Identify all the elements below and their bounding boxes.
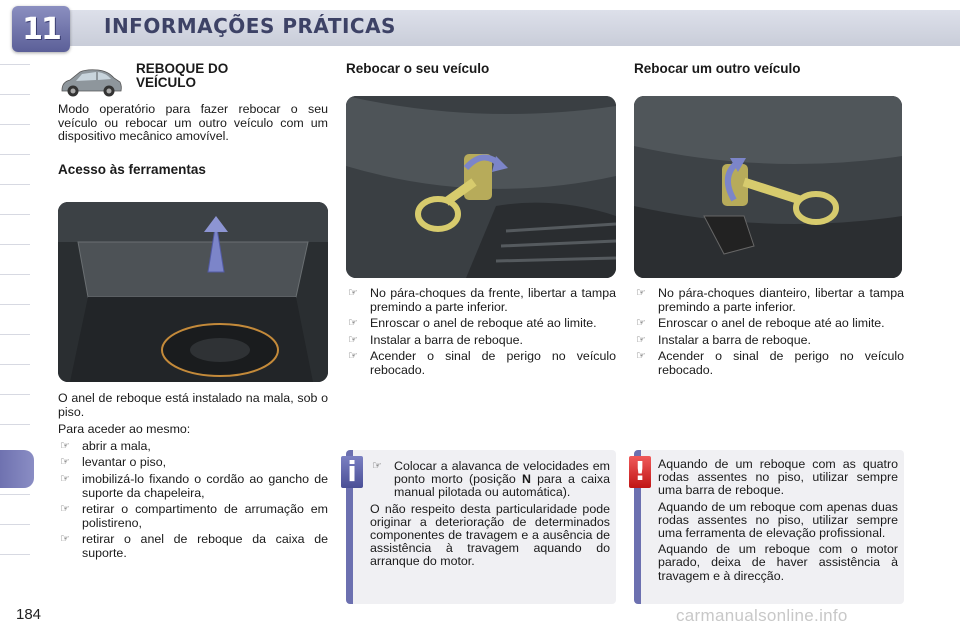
info-steps — [370, 460, 610, 500]
chapter-tab[interactable] — [0, 334, 30, 360]
bullet-hand-icon: ☞ — [348, 333, 358, 346]
tow-other-steps — [634, 287, 904, 378]
front-bumper-photo — [346, 96, 616, 278]
chapter-tab[interactable] — [0, 424, 30, 450]
bullet-hand-icon: ☞ — [372, 460, 382, 472]
chapter-tab[interactable] — [0, 304, 30, 330]
trunk-photo — [58, 202, 328, 382]
watermark: carmanualsonline.info — [676, 606, 848, 625]
chapter-tab[interactable] — [0, 274, 30, 300]
chapter-tab[interactable] — [0, 124, 30, 150]
tow-own-steps — [346, 287, 616, 378]
warning-icon: ! — [629, 456, 651, 488]
tow-other-heading: Rebocar um outro veículo — [634, 61, 801, 76]
tow-own-heading: Rebocar o seu veículo — [346, 61, 490, 76]
chapter-tabs — [0, 64, 32, 584]
chapter-number: 11 — [22, 11, 60, 47]
chapter-tab[interactable] — [0, 94, 30, 120]
rear-bumper-photo — [634, 96, 902, 278]
chapter-badge — [12, 6, 70, 52]
bullet-hand-icon: ☞ — [60, 503, 70, 516]
list-item: ☞ abrir a mala, — [60, 438, 151, 453]
chapter-tab[interactable] — [0, 154, 30, 180]
chapter-tab[interactable] — [0, 214, 30, 240]
bullet-hand-icon: ☞ — [348, 287, 358, 299]
bullet-hand-icon: ☞ — [348, 317, 358, 330]
list-item: ☞ retirar o anel de reboque da caixa de suporte. — [60, 532, 328, 560]
list-item: ☞ No pára-choques dianteiro, libertar a tampa premindo a parte inferior. — [636, 286, 904, 314]
bullet-hand-icon: ☞ — [636, 287, 646, 299]
list-item: ☞ Enroscar o anel de reboque até ao limite. — [348, 316, 597, 331]
page-number: 184 — [16, 606, 42, 623]
warning-text: Aquando de um reboque com as quatro rodas assentes no piso, utilizar sempre uma barra de reboque. — [658, 457, 898, 498]
bullet-hand-icon: ☞ — [60, 456, 70, 469]
tools-heading: Acesso às ferramentas — [58, 161, 206, 177]
bullet-hand-icon: ☞ — [348, 350, 358, 363]
list-item: ☞ levantar o piso, — [60, 455, 167, 470]
access-intro: Para aceder ao mesmo: — [58, 422, 191, 437]
chapter-tab-active[interactable] — [0, 450, 34, 488]
list-item: ☞ Enroscar o anel de reboque até ao limite. — [636, 316, 885, 331]
bullet-hand-icon: ☞ — [60, 533, 70, 546]
bullet-hand-icon: ☞ — [636, 317, 646, 330]
car-icon — [58, 64, 124, 100]
chapter-tab[interactable] — [0, 184, 30, 210]
warning-text: Aquando de um reboque com apenas duas rodas assentes no piso, utilizar sempre uma ferramenta de elevação profissional. — [658, 499, 898, 541]
left-column-lower — [58, 392, 328, 564]
page-title: INFORMAÇÕES PRÁTICAS — [104, 14, 396, 38]
list-item: ☞ retirar o compartimento de arrumação em polistireno, — [60, 502, 328, 530]
right-column — [634, 62, 904, 76]
left-column — [58, 103, 328, 176]
info-box-content — [370, 460, 610, 569]
info-icon: i — [341, 456, 363, 488]
list-item: ☞ Instalar a barra de reboque. — [636, 332, 811, 347]
chapter-tab[interactable] — [0, 244, 30, 270]
warning-text: Aquando de um reboque com o motor parado, deixa de haver assistência à travagem e à direcção. — [658, 542, 898, 583]
bullet-hand-icon: ☞ — [636, 333, 646, 346]
bullet-hand-icon: ☞ — [636, 350, 646, 363]
gear-position-n: N — [521, 472, 531, 487]
list-item: ☞ Acender o sinal de perigo no veículo rebocado. — [636, 349, 904, 377]
info-note: O não respeito desta particularidade pode originar a deterioração de determinados componentes de travagem e a ausência de assistência à travagem aquando do arranque do motor. — [370, 501, 610, 569]
chapter-tab[interactable] — [0, 394, 30, 420]
section-title: REBOQUE DO VEÍCULO — [136, 61, 229, 90]
middle-steps-wrap — [346, 287, 616, 381]
bullet-hand-icon: ☞ — [60, 472, 70, 485]
bullet-hand-icon: ☞ — [60, 439, 70, 452]
list-item: ☞ imobilizá-lo fixando o cordão ao gancho de suporte da chapeleira, — [60, 471, 328, 500]
intro-paragraph: Modo operatório para fazer rebocar o seu veículo ou rebocar um outro veículo com um dispositivo mecânico amovível. — [58, 102, 328, 144]
right-steps-wrap — [634, 287, 904, 381]
list-item: ☞ No pára-choques da frente, libertar a tampa premindo a parte inferior. — [348, 286, 616, 314]
middle-column — [346, 62, 616, 76]
access-steps — [58, 440, 328, 561]
list-item: ☞ Acender o sinal de perigo no veículo rebocado. — [348, 349, 616, 377]
chapter-tab[interactable] — [0, 554, 30, 580]
list-item: ☞ Colocar a alavanca de velocidades em ponto morto (posição N para a caixa manual pilotada ou automática). — [372, 459, 610, 500]
chapter-tab[interactable] — [0, 524, 30, 550]
ring-location: O anel de reboque está instalado na mala, sob o piso. — [58, 391, 328, 419]
chapter-tab[interactable] — [0, 64, 30, 90]
warning-box-content — [658, 458, 898, 583]
chapter-tab[interactable] — [0, 364, 30, 390]
list-item: ☞ Instalar a barra de reboque. — [348, 332, 523, 347]
chapter-tab[interactable] — [0, 494, 30, 520]
